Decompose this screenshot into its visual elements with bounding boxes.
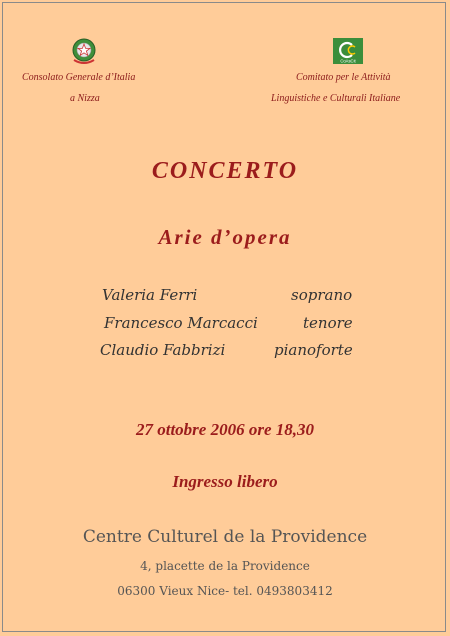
- consulate-line2: a Nizza: [70, 93, 100, 104]
- concert-title: CONCERTO: [151, 158, 299, 184]
- concert-subtitle: Arie d’opera: [158, 225, 292, 249]
- performer-name-1: Valeria Ferri: [102, 286, 198, 304]
- venue-city-phone: 06300 Vieux Nice- tel. 0493803412: [117, 584, 333, 598]
- performer-role-2: tenore: [303, 314, 353, 332]
- venue-address: 4, placette de la Providence: [140, 559, 310, 573]
- performer-role-1: soprano: [291, 286, 353, 304]
- performer-name-3: Claudio Fabbrizi: [100, 341, 226, 359]
- concert-date: 27 ottobre 2006 ore 18,30: [135, 420, 315, 439]
- consulate-line1: Consolato Generale d’Italia: [22, 72, 136, 83]
- committee-line1: Comitato per le Attività: [296, 72, 391, 83]
- coascit-logo-icon: [333, 38, 363, 64]
- committee-line2: Linguistiche e Culturali Italiane: [271, 93, 401, 104]
- venue-name: Centre Culturel de la Providence: [82, 527, 368, 547]
- italian-emblem-icon: [70, 36, 98, 66]
- entry-info: Ingresso libero: [172, 472, 278, 491]
- coascit-logo-text: CoAsCit: [340, 58, 356, 64]
- performer-role-3: pianoforte: [274, 341, 353, 359]
- performer-name-2: Francesco Marcacci: [104, 314, 258, 332]
